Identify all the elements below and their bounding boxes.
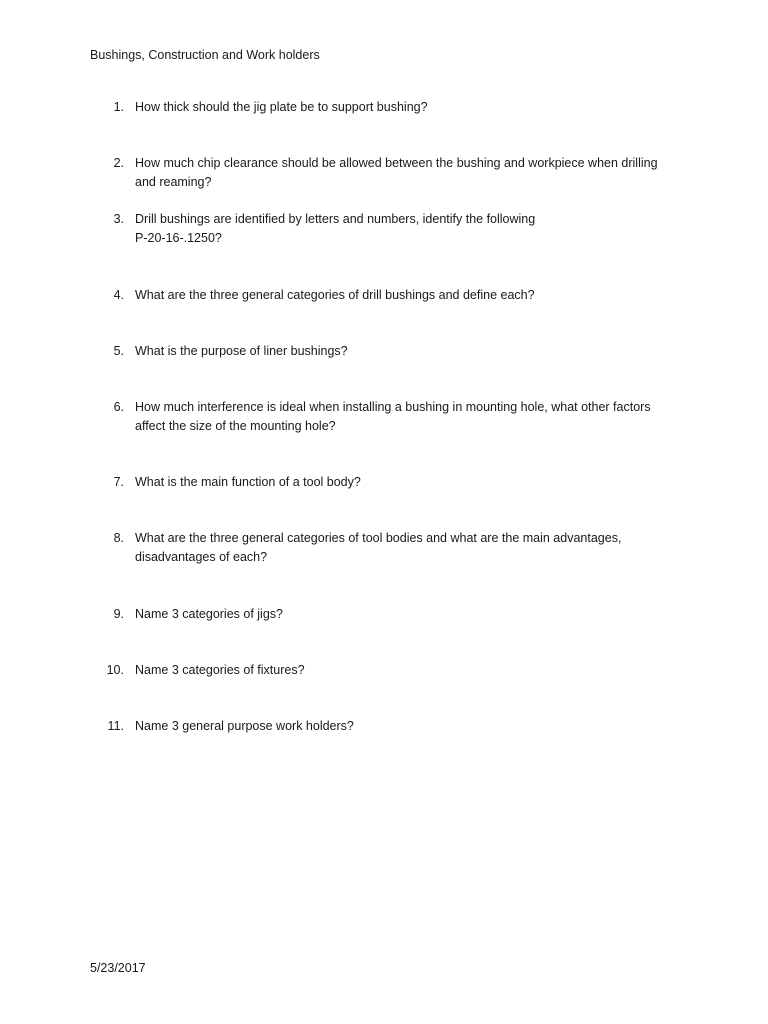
question-number: 1. — [113, 100, 124, 114]
question-number: 10. — [106, 663, 124, 677]
document-title: Bushings, Construction and Work holders — [90, 48, 320, 62]
question-number: 3. — [113, 212, 124, 226]
question-text: How thick should the jig plate be to support bushing? — [135, 100, 428, 114]
question-text-line-2: P-20-16-.1250? — [135, 231, 222, 245]
question-text: Name 3 general purpose work holders? — [135, 719, 354, 733]
question-number: 2. — [113, 156, 124, 170]
question-number: 9. — [113, 607, 124, 621]
question-number: 7. — [113, 475, 124, 489]
question-text: Name 3 categories of jigs? — [135, 607, 283, 621]
question-text: How much chip clearance should be allowed between the bushing and workpiece when drilling and reaming? — [135, 156, 658, 189]
question-number: 8. — [113, 531, 124, 545]
question-number: 6. — [113, 400, 124, 414]
question-text: What are the three general categories of drill bushings and define each? — [135, 288, 535, 302]
question-text: Name 3 categories of fixtures? — [135, 663, 305, 677]
question-text: What are the three general categories of tool bodies and what are the main advantages, disadvantages of each? — [135, 531, 622, 564]
question-number: 5. — [113, 344, 124, 358]
question-text: How much interference is ideal when installing a bushing in mounting hole, what other factors affect the size of the mounting hole? — [135, 400, 651, 433]
question-text — [135, 210, 680, 248]
question-text: What is the main function of a tool body? — [135, 475, 361, 489]
footer-date: 5/23/2017 — [90, 961, 146, 975]
question-text: What is the purpose of liner bushings? — [135, 344, 348, 358]
question-number: 11. — [107, 719, 124, 733]
question-number: 4. — [113, 288, 124, 302]
question-text-line-1: Drill bushings are identified by letters and numbers, identify the following — [135, 212, 536, 226]
